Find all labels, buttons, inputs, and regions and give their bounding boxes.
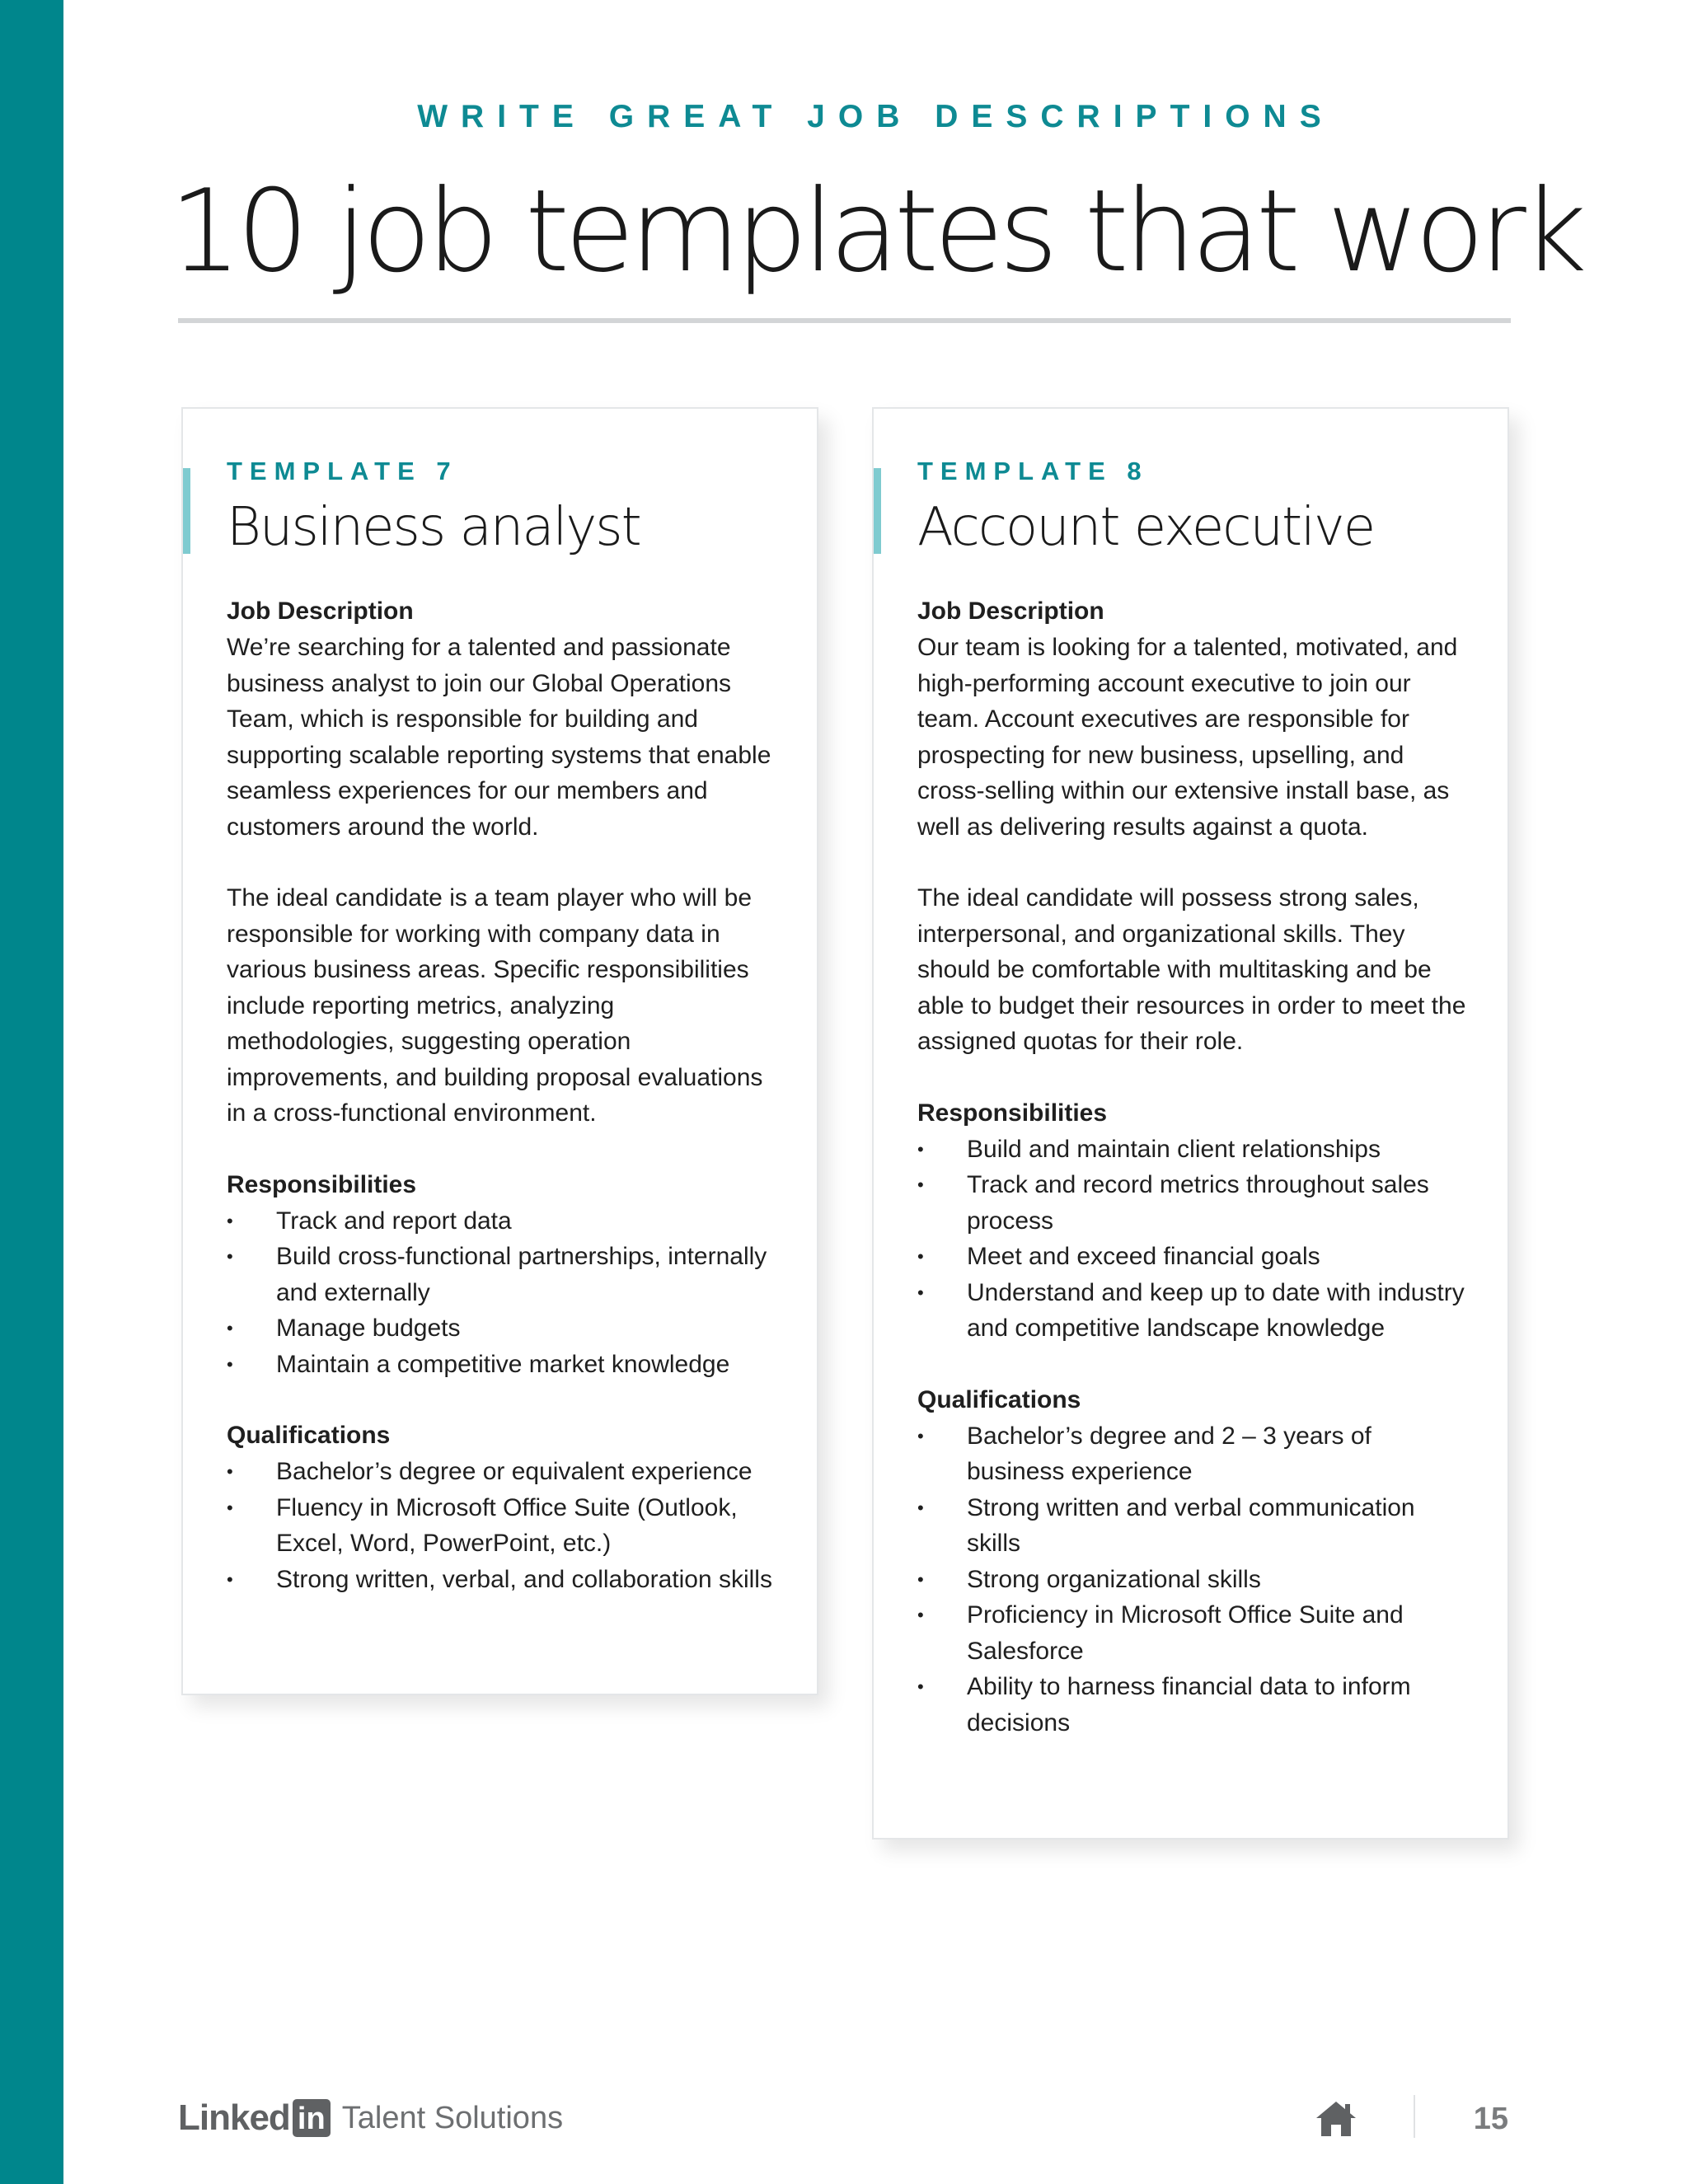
logo-product-name: Talent Solutions xyxy=(341,2100,564,2135)
bullet-icon: • xyxy=(917,1138,924,1160)
job-description-paragraph: We’re searching for a talented and passionate business analyst to join our Global Operations Team, which is responsible for building and supporting scalable reporting systems that enable seamless experiences for our members and customers around the world. xyxy=(227,634,771,841)
bullet-icon: • xyxy=(227,1246,233,1267)
bullet-icon: • xyxy=(917,1282,924,1303)
footer-divider xyxy=(1414,2095,1415,2138)
section-kicker: WRITE GREAT JOB DESCRIPTIONS xyxy=(417,99,1334,134)
job-description-paragraph: The ideal candidate is a team player who will be responsible for working with company data in various business areas. Specific responsibilities include reporting metrics, analyzing methodologies, suggesting operation improvements, and building proposal evaluations in a cross-functional environment. xyxy=(227,884,763,1127)
list-item: • Strong written, verbal, and collaboration skills xyxy=(227,1562,784,1598)
side-accent-bar xyxy=(0,0,63,2184)
list-item: • Strong organizational skills xyxy=(917,1562,1475,1598)
qualifications-list xyxy=(227,1454,784,1597)
bullet-icon: • xyxy=(227,1461,233,1482)
home-icon[interactable] xyxy=(1315,2100,1357,2138)
bullet-icon: • xyxy=(917,1568,924,1590)
bullet-icon: • xyxy=(917,1497,924,1518)
job-description-heading: Job Description xyxy=(227,598,414,625)
list-item: • Understand and keep up to date with industry and competitive landscape knowledge xyxy=(917,1275,1475,1347)
qualifications-list xyxy=(917,1418,1475,1741)
template-title: Account executive xyxy=(917,497,1375,558)
responsibilities-heading: Responsibilities xyxy=(227,1170,417,1198)
list-item: • Track and report data xyxy=(227,1203,784,1240)
list-item: • Manage budgets xyxy=(227,1310,784,1347)
job-description-heading: Job Description xyxy=(917,598,1104,625)
card-accent-bar xyxy=(874,468,881,554)
bullet-icon: • xyxy=(227,1210,233,1231)
bullet-icon: • xyxy=(917,1174,924,1195)
template-card-business-analyst xyxy=(181,407,818,1695)
bullet-icon: • xyxy=(227,1568,233,1590)
page-title: 10 job templates that work xyxy=(169,165,1582,298)
bullet-icon: • xyxy=(227,1497,233,1518)
list-item: • Build cross-functional partnerships, internally and externally xyxy=(227,1239,784,1310)
list-item: • Ability to harness financial data to inform decisions xyxy=(917,1669,1475,1741)
responsibilities-list xyxy=(917,1132,1475,1347)
list-item: • Proficiency in Microsoft Office Suite and Salesforce xyxy=(917,1597,1475,1669)
list-item: • Meet and exceed financial goals xyxy=(917,1239,1475,1275)
template-label: TEMPLATE 8 xyxy=(917,457,1149,485)
job-description-paragraph: The ideal candidate will possess strong sales, interpersonal, and organizational skills. They should be comfortable with multitasking and be able to budget their resources in order to meet the assigned quotas for their role. xyxy=(917,884,1466,1055)
bullet-icon: • xyxy=(917,1676,924,1697)
page-number: 15 xyxy=(1473,2102,1508,2136)
bullet-icon: • xyxy=(227,1353,233,1375)
qualifications-heading: Qualifications xyxy=(227,1422,391,1449)
job-description-paragraph: Our team is looking for a talented, motivated, and high-performing account executive to join our team. Account executives are responsible for prospecting for new business, upselling, and cross-selling within our extensive install base, as well as delivering results against a quota. xyxy=(917,634,1458,841)
list-item: • Maintain a competitive market knowledge xyxy=(227,1347,784,1383)
qualifications-heading: Qualifications xyxy=(917,1385,1081,1413)
linkedin-in-icon: in xyxy=(293,2099,331,2137)
list-item: • Track and record metrics throughout sales process xyxy=(917,1167,1475,1239)
list-item: • Strong written and verbal communication skills xyxy=(917,1490,1475,1562)
bullet-icon: • xyxy=(917,1605,924,1625)
responsibilities-heading: Responsibilities xyxy=(917,1099,1108,1127)
responsibilities-list xyxy=(227,1203,784,1383)
logo-wordmark: Linked xyxy=(178,2097,290,2138)
bullet-icon: • xyxy=(917,1425,924,1446)
template-card-account-executive xyxy=(872,407,1509,1840)
template-title: Business analyst xyxy=(227,497,640,558)
list-item: • Build and maintain client relationships xyxy=(917,1132,1475,1168)
list-item: • Fluency in Microsoft Office Suite (Outlook, Excel, Word, PowerPoint, etc.) xyxy=(227,1490,784,1562)
bullet-icon: • xyxy=(917,1246,924,1267)
list-item: • Bachelor’s degree or equivalent experience xyxy=(227,1454,784,1490)
list-item: • Bachelor’s degree and 2 – 3 years of business experience xyxy=(917,1418,1475,1490)
template-label: TEMPLATE 7 xyxy=(227,457,458,485)
bullet-icon: • xyxy=(227,1318,233,1338)
card-accent-bar xyxy=(183,468,190,554)
title-divider xyxy=(178,318,1511,323)
linkedin-talent-solutions-logo xyxy=(178,2093,563,2143)
